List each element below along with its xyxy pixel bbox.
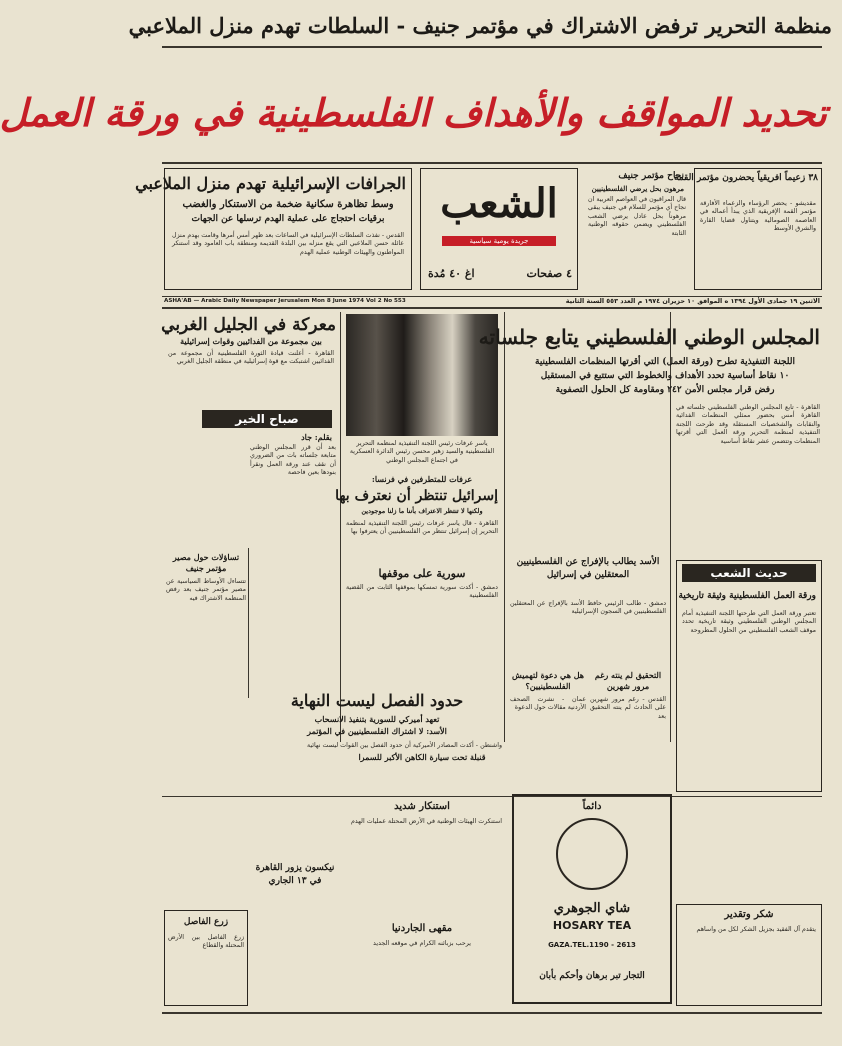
ad-top: دائماً — [582, 801, 602, 812]
rule — [162, 307, 822, 309]
lead-body: القاهرة - تابع المجلس الوطني الفلسطيني جلساته في القاهرة أمس بحضور ممثلي المنظمات الفدائية والنقابات والشخصيات المستقلة وقد طرحت اللجنة التنفيذية لمنظمة التحرير ورقة العمل التي أقرتها المنظمات وتتضمن عشر نقاط أساسية — [676, 404, 820, 445]
masthead-slogan: جريدة يومية سياسية — [442, 236, 556, 246]
rule — [162, 796, 822, 797]
israel-headline: إسرائيل تنتظر أن نعترف بها — [335, 488, 498, 504]
lead-deck-2: ١٠ نقاط أساسية تحدد الأهداف والخطوط التي ستتبع في المستقبل — [540, 371, 790, 381]
ear-right-body: مقديشو - يحضر الرؤساء والزعماء الأفارقة مؤتمر القمة الإفريقية الذي يبدأ أعماله في العاصمة الصومالية ويتناول قضايا القارة والشرق الأوسط — [700, 200, 816, 233]
ear-left-headline: الجرافات الإسرائيلية تهدم منزل الملاعبي — [135, 174, 406, 193]
investigation-body: القدس - رغم مرور شهرين على الحادث لم ينته التحقيق بعد — [590, 696, 666, 720]
condemn-body: استنكرت الهيئات الوطنية في الأرض المحتلة عمليات الهدم — [350, 818, 502, 825]
condemn-headline: استنكار شديد — [394, 801, 450, 812]
borders-sub: تعهد أميركي للسورية بتنفيذ الانسحاب — [314, 714, 440, 724]
news-photo — [346, 314, 498, 436]
how-long-body: عمان - نشرت الصحف الأردنية مقالات حول الدعوة — [510, 696, 586, 712]
syria-body: دمشق - أكدت سورية تمسكها بموقفها الثابت من القضية الفلسطينية — [346, 584, 498, 600]
deport-headline: زرع الفاصل — [183, 917, 229, 927]
rule — [162, 162, 822, 164]
release-body: دمشق - طالب الرئيس حافظ الأسد بالإفراج عن المعتقلين الفلسطينيين في السجون الإسرائيلية — [510, 600, 666, 616]
hadith-body: تعتبر ورقة العمل التي طرحتها اللجنة التنفيذية أمام المجلس الوطني الفلسطيني وثيقة تاريخية تحدد موقف الشعب الفلسطيني من الحلول المطروحة — [682, 610, 816, 634]
syria-headline: سورية على موقفها — [378, 567, 466, 580]
ear-left-body: القدس - نفذت السلطات الإسرائيلية في الساعات بعد ظهر أمس أمرها وقامت بهدم منزل عائلة حسن الملاعبي التي يقع منزله بين البلدة القديمة ومنطقة باب العامود وقد استنكر المواطنون والهيئات الوطنية عملية الهدم — [172, 232, 404, 256]
nixon-headline: نيكسون يزور القاهرة في ١٣ الجاري — [255, 863, 335, 886]
col-rule — [340, 312, 341, 742]
ad-bottom: التجار تبر برهان وأحكم بأبان — [539, 971, 645, 981]
top-headline: منظمة التحرير ترفض الاشتراك في مؤتمر جنيف - السلطات تهدم منزل الملاعبي — [128, 13, 832, 38]
borders-sub2: الأسد: لا اشتراك الفلسطينيين في المؤتمر — [307, 726, 447, 736]
cafe-body: يرحب بزبائنه الكرام في موقعه الجديد — [373, 940, 471, 947]
sabah-byline: بقلم: جاد — [301, 432, 332, 442]
release-headline: الأسد يطالب بالإفراج عن الفلسطينيين المعتقلين في إسرائيل — [516, 557, 660, 580]
ear-left-sub2: برقيات احتجاج على عملية الهدم ترسلها عن الجهات — [191, 214, 385, 224]
rule — [162, 46, 822, 48]
israel-kicker: عرفات للمتطرفين في فرنسا: — [371, 474, 473, 484]
israel-body: القاهرة - قال ياسر عرفات رئيس اللجنة التنفيذية لمنظمة التحرير إن إسرائيل تنتظر من الفلسطينيين أن يعترفوا بها — [346, 520, 498, 536]
how-long-headline: هل هي دعوة لتهميش الفلسطينيين؟ — [512, 670, 584, 691]
deport-body: زرع الفاصل بين الأرض المحتلة والقطاع — [168, 934, 244, 950]
cafe-headline: مقهى الجاردنيا — [391, 923, 453, 934]
ear-mid-headline: نجاح مؤتمر جنيف — [618, 171, 684, 181]
ad-brand: شاي الجوهري — [553, 901, 631, 916]
investigation-headline: التحقيق لم ينته رغم مرور شهرين — [594, 670, 662, 691]
masthead-price: اغ ٤٠ مُدة — [428, 267, 475, 280]
rule — [162, 1012, 822, 1014]
israel-sub: ولكنها لا تنتظر الاعتراف بأننا ما زلنا موجودين — [361, 507, 483, 515]
col-rule — [248, 548, 249, 698]
borders-headline: حدود الفصل ليست النهاية — [290, 691, 464, 710]
ear-mid-body: قال المراقبون في العواصم العربية ان نجاح أي مؤتمر للسلام في جنيف يبقى مرهوناً بحل عادل يرضي الشعب الفلسطيني ويضمن حقوقه الوطنية الثابتة — [588, 196, 686, 237]
ad-brand-en: HOSARY TEA — [552, 919, 632, 932]
thanks-body: يتقدم آل الفقيد بجزيل الشكر لكل من واساهم — [696, 926, 816, 933]
photo-caption: ياسر عرفات رئيس اللجنة التنفيذية لمنظمة التحرير الفلسطينية والسيد زهير محسن رئيس الدائرة العسكرية في اجتماع المجلس الوطني — [349, 440, 495, 464]
sabah-title: صباح الخير — [202, 410, 332, 428]
hadith-title: حديث الشعب — [682, 564, 816, 582]
masthead-pages: ٤ صفحات — [526, 267, 572, 280]
galilee-headline: معركة في الجليل الغربي — [161, 315, 336, 335]
thanks-headline: شكر وتقدير — [724, 909, 774, 920]
questions-body: تتساءل الأوساط السياسية عن مصير مؤتمر جنيف بعد رفض المنظمة الاشتراك فيه — [166, 578, 246, 602]
ear-right-headline: ٣٨ زعيماً افريقياً يحضرون مؤتمر القمة — [673, 173, 818, 183]
bomb-headline: قنبلة تحت سيارة الكاهن الأكبر للسمرا — [358, 752, 486, 762]
ear-left-sub: وسط تظاهرة سكانية ضخمة من الاستنكار والغضب — [182, 199, 394, 210]
questions-headline: تساؤلات حول مصير مؤتمر جنيف — [172, 552, 240, 573]
borders-body: واشنطن - أكدت المصادر الأميركية أن حدود الفصل بين القوات ليست نهائية — [306, 742, 502, 749]
hadith-headline: ورقة العمل الفلسطينية وثيقة تاريخية — [678, 591, 816, 601]
lead-headline: المجلس الوطني الفلسطيني يتابع جلساته — [478, 325, 820, 349]
ear-mid-sub: مرهون بحل يرضي الفلسطينيين — [591, 184, 684, 193]
lead-deck-3: رفض قرار مجلس الأمن ٢٤٢ ومقاومة كل الحلول التصفوية — [555, 385, 775, 395]
lead-deck-1: اللجنة التنفيذية تطرح (ورقة العمل) التي أقرتها المنظمات الفلسطينية — [535, 357, 795, 367]
ad-logo-circle — [556, 818, 628, 890]
ad-tel: GAZA.TEL.1190 - 2613 — [548, 941, 636, 949]
dateline-arabic: الاثنين ١٩ جمادى الأول ١٣٩٤ ه الموافق ١٠ حزيران ١٩٧٤ م العدد ٥٥٣ السنة الثانية — [565, 297, 820, 305]
masthead-logo: الشعب — [440, 180, 558, 227]
galilee-body: القاهرة - أعلنت قيادة الثورة الفلسطينية أن مجموعة من الفدائيين اشتبكت مع قوة إسرائيلية في منطقة الجليل الغربي — [168, 350, 334, 366]
sabah-body: بعد أن قرر المجلس الوطني متابعة جلساته بات من الضروري أن نقف عند ورقة العمل ونقرأ بنودها بعين فاحصة — [250, 444, 336, 477]
col-rule — [504, 312, 505, 742]
main-headline: تحديد المواقف والأهداف الفلسطينية في ورقة العمل — [0, 90, 827, 135]
dateline-latin: ASHA'AB — Arabic Daily Newspaper Jerusalem Mon 8 June 1974 Vol 2 No 553 — [164, 298, 406, 304]
galilee-sub: بين مجموعة من الفدائيين وقوات إسرائيلية — [180, 336, 322, 346]
